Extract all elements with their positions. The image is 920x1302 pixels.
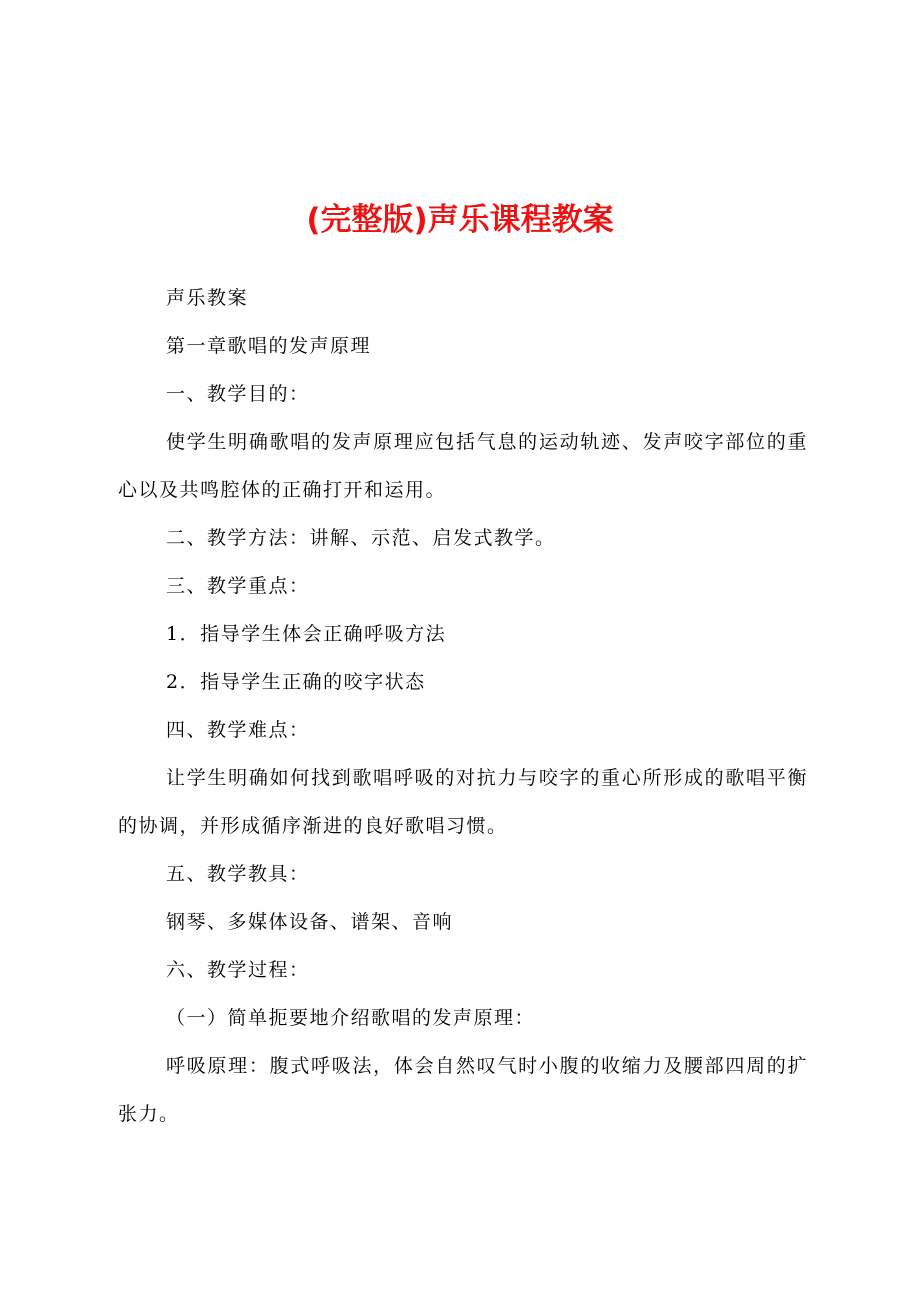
paragraph-process-step-1: （一）简单扼要地介绍歌唱的发声原理： [166,1007,536,1029]
paragraph-focus-item-2: 2．指导学生正确的咬字状态 [166,671,426,693]
paragraph-section-focus: 三、教学重点： [166,575,310,597]
paragraph-objective-text: 使学生明确歌唱的发声原理应包括气息的运动轨迹、发声咬字部位的重心以及共鸣腔体的正确打开和运用。 [118,431,808,501]
paragraph-section-tools: 五、教学教具： [166,863,310,885]
document-title: (完整版)声乐课程教案 [306,202,614,238]
paragraph-breathing-principle: 呼吸原理：腹式呼吸法，体会自然叹气时小腹的收缩力及腰部四周的扩张力。 [118,1055,808,1125]
document-body [118,274,808,1138]
paragraph-chapter: 第一章歌唱的发声原理 [166,335,372,357]
paragraph-section-process: 六、教学过程： [166,959,310,981]
paragraph-section-difficulty: 四、教学难点： [166,719,310,741]
paragraph-focus-item-1: 1．指导学生体会正确呼吸方法 [166,623,447,645]
paragraph-difficulty-text: 让学生明确如何找到歌唱呼吸的对抗力与咬字的重心所形成的歌唱平衡的协调，并形成循序渐进的良好歌唱习惯。 [118,767,808,837]
paragraph-heading: 声乐教案 [166,287,249,309]
paragraph-tools-list: 钢琴、多媒体设备、谱架、音响 [166,911,454,933]
paragraph-section-objective: 一、教学目的： [166,383,310,405]
paragraph-section-method: 二、教学方法：讲解、示范、启发式教学。 [166,527,556,549]
